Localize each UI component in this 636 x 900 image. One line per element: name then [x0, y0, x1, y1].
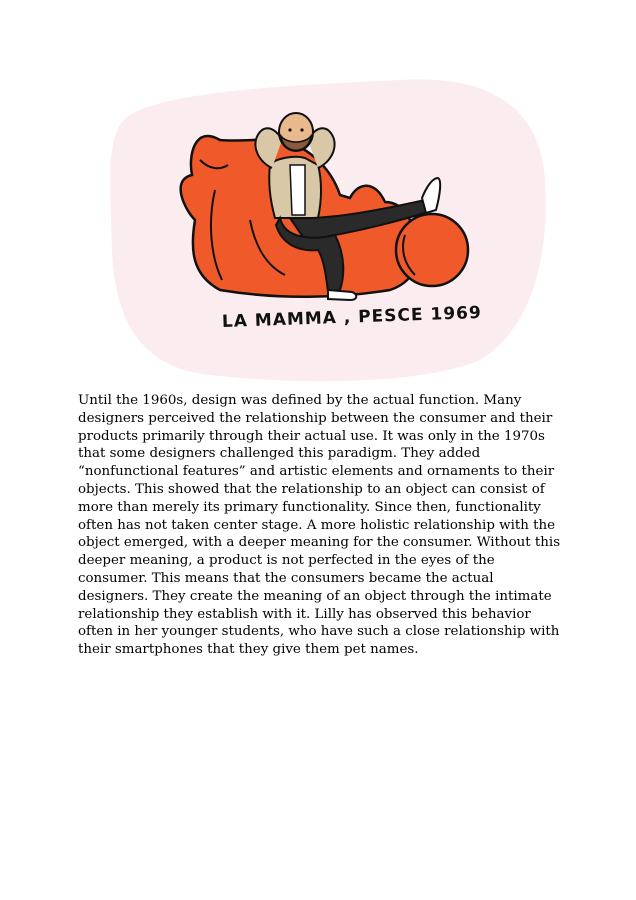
- shoe-floor: [328, 290, 356, 300]
- body-paragraph: Until the 1960s, design was defined by the actual function. Many designers perceived the relationship between the consumer and their products primarily through their actual use. It was only in the 1970s that some designers challenged this paradigm. They added “nonfunctional features” and artistic elements and ornaments to their objects. This showed that the relationship to an object can consist of more than merely its primary functionality. Since then, functionality often has not taken center stage. A more holistic relationship with the object emerged, with a deeper meaning for the consumer. Without this deeper meaning, a product is not perfected in the eyes of the consumer. This means that the consumers became the actual designers. They create the meaning of an object through the intimate relationship they establish with it. Lilly has observed this behavior often in her younger students, who have such a close relationship with their smartphones that they give them pet names.: [78, 393, 561, 658]
- armchair-illustration-icon: [100, 70, 550, 390]
- illustration-caption: LA MAMMA , PESCE 1969: [221, 302, 483, 332]
- ottoman-ball: [396, 214, 468, 286]
- armchair-illustration: [100, 70, 550, 390]
